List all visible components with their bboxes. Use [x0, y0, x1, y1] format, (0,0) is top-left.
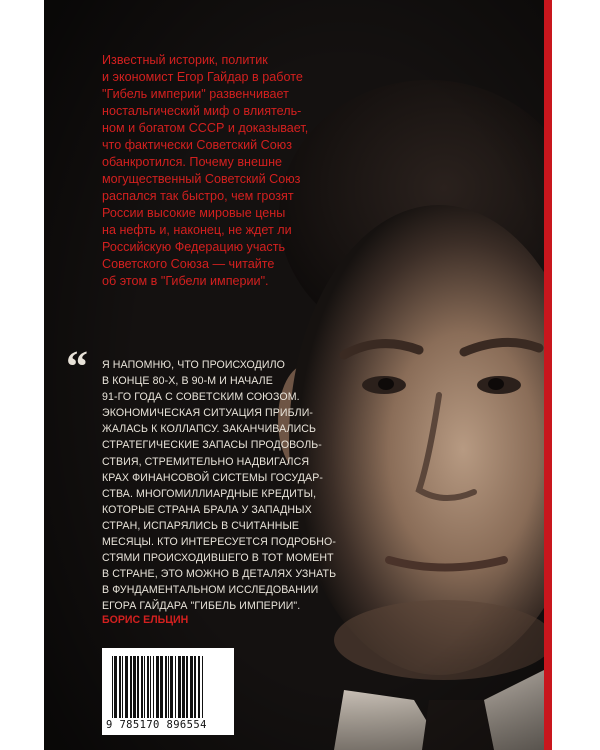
description-line: что фактически Советский Союз — [102, 138, 292, 152]
quote-line: ЕГОРА ГАЙДАРА "ГИБЕЛЬ ИМПЕРИИ". — [102, 600, 301, 613]
barcode-bar — [144, 656, 145, 718]
description-line: ном и богатом СССР и доказывает, — [102, 121, 309, 135]
quote-mark: “ — [66, 342, 88, 391]
barcode-bar — [186, 656, 188, 718]
description-line: "Гибель империи" развенчивает — [102, 87, 289, 101]
barcode-bar — [122, 656, 123, 718]
barcode-bar — [165, 656, 167, 718]
barcode-bar — [137, 656, 139, 718]
barcode-bar — [198, 656, 200, 718]
barcode-bar — [170, 656, 173, 718]
description-line: Советского Союза — читайте — [102, 257, 275, 271]
barcode-bar — [141, 656, 143, 718]
quote-line: СТВА. МНОГОМИЛЛИАРДНЫЕ КРЕДИТЫ, — [102, 487, 317, 500]
quote-line: ЭКОНОМИЧЕСКАЯ СИТУАЦИЯ ПРИБЛИ- — [102, 407, 314, 420]
testimonial-quote — [102, 357, 342, 615]
barcode-bar — [125, 656, 128, 718]
barcode-bar — [133, 656, 136, 718]
book-description — [102, 52, 342, 290]
barcode-bar — [190, 656, 193, 718]
barcode-bar — [130, 656, 132, 718]
barcode-bar — [150, 656, 151, 718]
barcode-bar — [147, 656, 149, 718]
description-line: России высокие мировые цены — [102, 206, 286, 220]
barcode-bar — [156, 656, 159, 718]
description-line: об этом в "Гибели империи". — [102, 274, 269, 288]
quote-line: СТРАН, ИСПАРЯЛИСЬ В СЧИТАННЫЕ — [102, 519, 300, 532]
description-line: распался так быстро, чем грозят — [102, 189, 294, 203]
quote-line: В КОНЦЕ 80-Х, В 90-М И НАЧАЛЕ — [102, 375, 273, 388]
description-line: на нефть и, наконец, не ждет ли — [102, 223, 292, 237]
barcode-bar — [112, 656, 113, 718]
quote-line: СТВИЯ, СТРЕМИТЕЛЬНО НАДВИГАЛСЯ — [102, 455, 310, 468]
quote-line: В СТРАНЕ, ЭТО МОЖНО В ДЕТАЛЯХ УЗНАТЬ — [102, 568, 337, 581]
description-line: Известный историк, политик — [102, 53, 268, 67]
isbn-number: 9 785170 896554 — [106, 719, 207, 731]
barcode-bar — [182, 656, 185, 718]
barcode-bar — [202, 656, 203, 718]
barcode-bar — [175, 656, 176, 718]
spine-edge — [544, 0, 552, 750]
quote-line: КРАХ ФИНАНСОВОЙ СИСТЕМЫ ГОСУДАР- — [102, 471, 324, 484]
quote-line: СТЯМИ ПРОИСХОДИВШЕГО В ТОТ МОМЕНТ — [102, 552, 334, 565]
quote-line: МЕСЯЦЫ. КТО ИНТЕРЕСУЕТСЯ ПОДРОБНО- — [102, 536, 337, 549]
quote-line: В ФУНДАМЕНТАЛЬНОМ ИССЛЕДОВАНИИ — [102, 584, 319, 597]
quote-line: СТРАТЕГИЧЕСКИЕ ЗАПАСЫ ПРОДОВОЛЬ- — [102, 439, 322, 452]
description-line: обанкротился. Почему внешне — [102, 155, 283, 169]
barcode-bar — [160, 656, 163, 718]
description-line: ностальгический миф о влиятель- — [102, 104, 302, 118]
description-line: Российскую Федерацию участь — [102, 240, 286, 254]
quote-line: ЖАЛАСЬ К КОЛЛАПСУ. ЗАКАНЧИВАЛИСЬ — [102, 423, 317, 436]
back-cover — [44, 0, 544, 750]
barcode-bar — [194, 656, 196, 718]
barcode-bar — [168, 656, 169, 718]
quote-author: БОРИС ЕЛЬЦИН — [102, 614, 189, 626]
quote-line: Я НАПОМНЮ, ЧТО ПРОИСХОДИЛО — [102, 359, 286, 371]
isbn-barcode — [102, 648, 234, 735]
barcode-bar — [119, 656, 121, 718]
quote-line: КОТОРЫЕ СТРАНА БРАЛА У ЗАПАДНЫХ — [102, 503, 312, 516]
quote-line: 91-ГО ГОДА С СОВЕТСКИМ СОЮЗОМ. — [102, 391, 300, 404]
barcode-bars — [110, 656, 226, 718]
description-line: могущественный Советский Союз — [102, 172, 301, 186]
barcode-bar — [178, 656, 181, 718]
barcode-bar — [153, 656, 154, 718]
barcode-bar — [114, 656, 117, 718]
description-line: и экономист Егор Гайдар в работе — [102, 70, 303, 84]
